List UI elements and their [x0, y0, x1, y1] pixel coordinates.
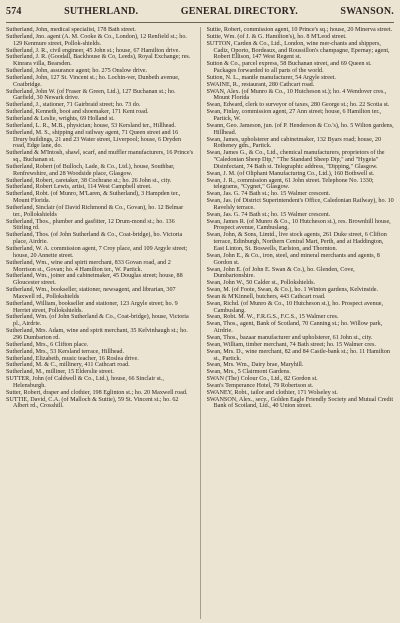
directory-title: GENERAL DIRECTORY. [180, 6, 298, 17]
directory-entry: Sutherland, Robert (of Bulloch, Lade, & Co., Ltd.), house, Southbar, Renfrewshire, and 28 Woodside place, Glasgow. [6, 163, 175, 177]
directory-entry: Sutherland, John W. (of Fraser & Green, Ltd.), 127 Buchanan st.; ho. Garfield, 30 Newark drive. [6, 88, 176, 102]
directory-entry: Sutton, N. L., mantle manufacturer, 54 Argyle street. [206, 74, 336, 81]
directory-entry: SWAN, Alex. (of Munro & Co., 10 Hutcheson st.); ho. 4 Wendover cres., Mount Florida [206, 88, 387, 102]
directory-entry: SUTTER, John (of Caldwell & Co., Ltd.), house, 66 Sinclair st., Helensburgh. [6, 376, 164, 389]
directory-entry: Sutherland, M., milliner, 15 Elderslie street. [6, 369, 114, 376]
directory-entry: Sutherland, Mrs., 53 Kersland terrace, Hillhead. [6, 348, 125, 355]
directory-entry: Sutherland, John, assurance agent; ho. 275 Onslow drive. [6, 68, 148, 75]
left-column [6, 27, 194, 619]
directory-entry: Sutherland, Robert, caretaker, 38 Cochrane st.; ho. 26 John st., city. [6, 177, 172, 184]
directory-entry: Sutherland & Leslie, wrights, 69 Holland st. [6, 115, 115, 122]
directory-entry: Swan, Jas. G. 74 Bath st.; ho. 15 Walmer crescent. [206, 211, 331, 218]
directory-entry: Sutherland, Robert Lewis, artist, 114 West Campbell street. [6, 184, 152, 191]
directory-entry: Swan, Mrs. D., wine merchant, 82 and 84 Castle-bank st.; ho. 11 Hamilton st., Partick. [206, 348, 390, 362]
directory-entry: Sutherland, J., stationer, 71 Gairbraid street; ho. 73 do. [6, 102, 141, 109]
directory-entry: Sutton & Co., parcel express, 58 Buchanan street, and 69 Queen st. Packages forwarded to all parts of the world. [206, 61, 372, 75]
directory-entry: Swan, M. (of Foote, Swan, & Co.), ho. 1 Winton gardens, Kelvinside. [206, 287, 379, 294]
directory-entry: Swan, J. M. (of Oliphant Manufacturing Co., Ltd.), 160 Bothwell st. [206, 170, 375, 177]
directory-entry: Swan's Temperance Hotel, 79 Robertson st. [206, 382, 314, 389]
directory-entry: Swan, James, upholsterer and cabinetmaker, 132 Byars road; house, 20 Rotheney gdn., Partick. [206, 136, 382, 150]
county-heading: SUTHERLAND. [64, 6, 139, 17]
directory-entry: Swan, Mrs. Wm., Dairy brae, Maryhill. [206, 362, 304, 369]
directory-entry: Sutherland, M. & C., millinery, 411 Cathcart road. [6, 362, 130, 369]
header-rule [6, 22, 394, 23]
directory-entry: Sutherland, Wm., joiner and cabinetmaker, 45 Douglas street; house, 88 Gloucester street. [6, 273, 183, 287]
directory-entry: Swan & M'Kinnell, butchers, 443 Cathcart road. [206, 293, 326, 300]
directory-entry: Swan, James G., & Co., Ltd., chemical manufacturers, proprietors of the "Caledonian Sheep Dip," "The Standard Sheep Dip," and "Hygeia" Disinfectant, 74 Bath st. Telegraphic address, "Dipping," Glasgow. [206, 150, 385, 170]
directory-entry: SUTTON, Carden & Co., Ltd., London, wine mer-chants and shippers, Cadiz, Oporto, Bordeaux, and Roussillon's champagne, Epernay; agent, Robert Ellison, 147 West Regent st. [206, 40, 390, 61]
directory-columns [6, 27, 394, 619]
directory-entry: Sutherland, J. R., civil engineer, 45 John st.; house, 67 Hamilton drive. [6, 47, 180, 54]
directory-entry: Swan, John W., 50 Calder st., Pollokshields. [206, 280, 315, 287]
directory-entry: Swan, Robt. M. W., F.R.G.S., F.C.S., 15 Walmer cres. [206, 314, 339, 321]
directory-entry: Sutherland, W. A. commission agent, 7 Croy place, and 109 Argyle street; house, 20 Annette street. [6, 246, 188, 259]
directory-entry: Sutherland, J. R. (Goodall, Backhouse & Co, Leeds), Royal Exchange; res. Kinrara villa, Bearsden. [6, 54, 191, 68]
directory-entry: Swann, Geo. Jameson, jun. (of P. Henderson & Co.'s), ho. 5 Wilton gardens, Hillhead. [206, 122, 394, 136]
directory-entry: SWANEY, Robt., tailor and clothier, 171 Wolseley st. [206, 389, 338, 396]
directory-entry: Sutherland, Sinclair (of David Richmond & Co., Govan), ho. 12 Belmar ter., Pollokshields [6, 204, 184, 218]
directory-entry: SWAN (The) Colour Co., Ltd., 82 Gordon st. [206, 376, 318, 383]
directory-entry: Sutherland, Thos., plumber and gasfitter, 12 Drum-mond st.; ho. 136 Stirling rd. [6, 218, 175, 232]
directory-entry: SUTTIE, David, C.A. (of Malloch & Suttie), 59 St. Vincent st.; ho. 62 Albert rd., Crosshill. [6, 396, 179, 410]
directory-entry: Swan, Edward, clerk to surveyor of taxes, 280 George st.; ho. 22 Scotia st. [206, 102, 390, 109]
directory-entry: Suttie, Wm. (of J. & G. Hamilton's), ho. 8 M'Leod street. [206, 33, 347, 40]
directory-entry: Sutherland, Wm., wine and spirit merchant, 833 Govan road, and 2 Morrison st., Govan; ho. 4 Hamilton ter., W. Partick. [6, 259, 171, 273]
directory-entry: Sutherland, L. R., M.B., physician; house, 53 Kersland ter., Hillhead. [6, 122, 176, 129]
right-column [207, 27, 395, 619]
directory-entry: Swan, J. R., commission agent, 61 John street. Telephone No. 1330; telegrams, "Cygnet," Glasgow. [206, 177, 374, 191]
directory-entry: Sutherland, John, medical specialist, 178 Bath street. [6, 27, 136, 33]
directory-entry: Sutherland, Elizabeth, music teacher, 16 Roslea drive. [6, 355, 139, 362]
directory-entry: Sutherland, Wm., bookseller, stationer, newsagent, and librarian, 307 Maxwell rd., Pollokshields [6, 287, 176, 300]
directory-entry: Sutherland, M. S., shipping and railway agent, 71 Queen street and 16 Drury buildings, 21 and 23 Water street, Liverpool; house, 6 Dryden road, Edge lane, do. [6, 129, 182, 150]
page-number: 574 [6, 6, 22, 17]
page-header [6, 6, 394, 22]
directory-entry: Sutherland, Kenneth, boot and shoemaker, 171 Kent road. [6, 109, 149, 116]
directory-entry: SWANSON, Alex., secy., Golden Eagle Friendly Society and Mutual Credit Bank of Scotland, Ltd., 40 Union street. [206, 396, 394, 410]
directory-entry: Swan, John E., & Co., iron, steel, and mineral merchants and agents, 8 Gordon st. [206, 252, 380, 266]
directory-entry: Sutherland, Jno. agent (A. M. Cooke & Co., London), 12 Renfield st.; ho. 129 Kenmure street, Pollok-shields. [6, 33, 187, 47]
directory-entry: Swan, John, & Sons, Limtd., live stock agents, 261 Duke street, 6 Clifton terrace, Edinburgh, Northern Central Mart, Perth, and at Haddington, East Linton, St. Boswells, Earlston, and Thornton. [206, 232, 387, 252]
directory-entry: Suttie, Robert, commission agent, 10 Prince's sq.; house, 20 Minerva street. [206, 27, 393, 33]
directory-entry: Sutherland & M'Intosh, shawl, scarf, and muffler manufacturers, 16 Prince's sq., Buchanan st. [6, 150, 194, 164]
directory-entry: Sutherland, John, 127 St. Vincent st.; ho. Lochin-ver, Dunbeth avenue, Coatbridge. [6, 74, 180, 88]
directory-entry: Swan, Finlay, commission agent, 27 Ann street; house, 6 Hamilton ter., Partick, W. [206, 109, 382, 122]
directory-entry: Sutherland, Thos. (of John Sutherland & Co., Coat-bridge), ho. Victoria place, Airdrie. [6, 232, 183, 246]
directory-entry: Swan, Mrs., 5 Clairmont Gardens. [206, 369, 291, 376]
column-divider [200, 27, 201, 619]
directory-entry: Sutherland, Wm. (of John Sutherland & Co., Coat-bridge), house, Victoria pl., Airdrie. [6, 314, 189, 328]
directory-entry: Swan, James R. (of Munro & Co., 10 Hutcheson st.), res. Brownhill house, Prospect avenue, Cambuslang. [206, 218, 391, 232]
directory-entry: Sutherland, Robt. (of Munro, M'Laren, & Sutherland), 3 Hampden ter., Mount Florida. [6, 191, 181, 205]
directory-entry: Swan, Thos., agent, Bank of Scotland, 70 Canning st.; ho. Willow park, Airdrie. [206, 321, 383, 335]
directory-entry: Swan, Thos., bazaar manufacturer and upholsterer, 61 John st., city. [206, 334, 373, 341]
directory-entry: Sutherland, William, bookseller and stationer, 123 Argyle street; ho. 9 Herriet street, Pollokshields. [6, 300, 178, 314]
directory-entry: Swan, William, timber merchant, 74 Bath street; ho. 15 Walmer cres. [206, 341, 376, 348]
directory-entry: SWAINE, R., restaurant, 280 Cathcart road. [206, 81, 315, 88]
directory-entry: Swan, John E. (of John E. Swan & Co.), ho. Glenden, Cove, Dumbartonshire. [206, 266, 355, 280]
directory-entry: Sutherland, Mrs., 6 Clifton place. [6, 341, 89, 348]
directory-entry: Swan, Richd. (of Munro & Co., 10 Hutcheson st.), ho. Prospect avenue, Cambuslang. [206, 300, 384, 314]
directory-entry: Swan, Jas. G. 74 Bath st.; ho. 15 Walmer crescent. [206, 191, 331, 198]
directory-entry: Swan, Jas. (of District Superintendent's Office, Caledonian Railway), ho. 10 Ravelsly terrace. [206, 198, 394, 211]
directory-entry: Sutter, Robert, draper and clothier, 198 Eglinton st.; ho. 20 Maxwell road. [6, 389, 188, 396]
directory-entry: Sutherland, Mrs. Adam, wine and spirit merchant, 35 Kelvinhaugh st.; ho. 296 Dumbarton rd. [6, 328, 188, 341]
letter-range: SWANSON. [340, 6, 394, 17]
